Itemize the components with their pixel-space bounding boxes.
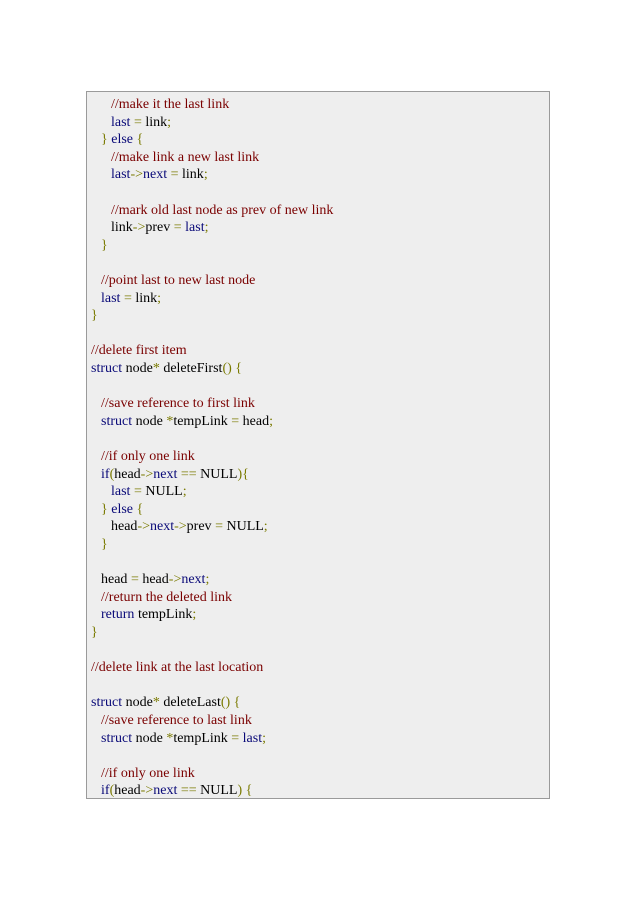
code-line: [101, 466, 249, 484]
code-token-field: last: [185, 220, 205, 236]
code-token-punct: *: [152, 361, 160, 376]
code-token-field: next: [150, 519, 175, 535]
code-token-plain: prev: [145, 220, 171, 236]
code-token-punct: ;: [205, 572, 210, 588]
code-token-keyword: if: [101, 466, 110, 482]
code-token-punct: =: [170, 220, 186, 236]
code-token-punct: {: [133, 501, 144, 517]
code-token-punct: ==: [177, 466, 201, 482]
code-token-keyword: if: [101, 783, 110, 799]
code-token-field: last: [111, 167, 131, 183]
code-token-punct: }: [101, 237, 108, 253]
code-token-plain: head: [114, 466, 141, 482]
code-token-comment: //make link a new last link: [111, 149, 260, 165]
code-token-plain: NULL: [200, 783, 238, 799]
code-line: [101, 606, 196, 624]
code-line: [101, 782, 252, 799]
code-token-comment: //save reference to first link: [101, 396, 255, 412]
code-token-keyword: struct: [101, 413, 133, 429]
code-line: [101, 730, 266, 748]
code-line: [101, 131, 143, 149]
code-token-punct: =: [227, 730, 243, 746]
code-line: [91, 360, 242, 378]
code-token-punct: ;: [269, 413, 273, 429]
code-token-plain: node: [132, 730, 167, 746]
code-line: [111, 96, 229, 114]
code-line: [101, 272, 255, 290]
code-line: [91, 342, 187, 360]
code-token-comment: //if only one link: [101, 765, 195, 781]
code-token-punct: ;: [157, 290, 162, 306]
code-line: [101, 237, 108, 255]
code-token-plain: node: [122, 695, 153, 711]
code-token-punct: *: [166, 730, 174, 746]
code-line: [91, 624, 98, 642]
code-token-punct: ) {: [237, 783, 253, 799]
code-token-punct: ->: [130, 167, 144, 183]
code-token-plain: link: [135, 290, 158, 306]
code-token-comment: //if only one link: [101, 449, 195, 464]
code-token-punct: ->: [137, 519, 150, 535]
code-line: [101, 290, 161, 308]
code-line: [111, 483, 187, 501]
code-token-comment: //make it the last link: [111, 97, 230, 112]
code-token-punct: () {: [222, 361, 242, 376]
code-token-punct: =: [130, 114, 146, 130]
code-token-plain: link: [182, 167, 204, 183]
code-token-plain: NULL: [226, 519, 264, 535]
code-line: [111, 518, 268, 536]
code-token-punct: =: [227, 413, 243, 429]
code-token-punct: }: [101, 537, 108, 552]
code-token-field: last: [101, 290, 121, 306]
code-token-punct: =: [211, 519, 227, 535]
code-token-punct: ==: [177, 783, 201, 799]
code-token-keyword: struct: [91, 361, 123, 376]
code-line: [91, 694, 240, 712]
code-token-field: next: [143, 167, 168, 183]
code-token-comment: //mark old last node as prev of new link: [111, 202, 334, 218]
code-token-punct: ;: [203, 167, 208, 183]
code-token-punct: }: [91, 308, 98, 324]
code-token-keyword: else: [111, 501, 133, 517]
code-line: [111, 202, 333, 220]
code-line: [101, 395, 255, 413]
code-token-plain: head: [101, 572, 128, 588]
code-token-keyword: else: [111, 132, 133, 148]
code-line: [101, 571, 209, 589]
code-token-punct: ->: [132, 220, 146, 236]
code-token-comment: //return the deleted link: [101, 589, 233, 605]
code-line: [111, 166, 208, 184]
code-token-plain: head: [242, 413, 270, 429]
code-token-keyword: struct: [91, 695, 123, 711]
code-token-field: next: [181, 572, 206, 588]
code-token-plain: node: [122, 361, 153, 376]
code-token-plain: head: [114, 783, 141, 799]
code-token-plain: link: [111, 220, 133, 236]
code-token-punct: =: [120, 290, 136, 306]
code-token-plain: head: [111, 519, 138, 535]
code-line: [91, 659, 263, 677]
code-token-plain: deleteFirst: [159, 361, 223, 376]
code-token-plain: tempLink: [134, 607, 193, 623]
code-token-punct: ->: [140, 783, 154, 799]
code-line: [111, 149, 259, 167]
code-token-punct: ;: [262, 730, 267, 746]
code-token-punct: =: [130, 484, 146, 500]
code-token-comment: //delete link at the last location: [91, 660, 264, 676]
code-token-punct: ;: [204, 220, 209, 236]
code-token-punct: () {: [220, 695, 241, 711]
code-token-punct: ;: [182, 484, 187, 500]
code-token-keyword: struct: [101, 730, 133, 746]
code-line: [101, 589, 232, 607]
code-token-punct: ;: [192, 607, 197, 623]
code-token-comment: //point last to new last node: [101, 273, 256, 288]
code-token-punct: =: [167, 167, 183, 183]
code-line: [101, 765, 195, 783]
code-token-punct: (: [109, 466, 115, 482]
code-token-punct: ->: [174, 519, 187, 535]
code-token-punct: *: [152, 695, 160, 711]
code-line: [101, 413, 273, 431]
code-token-comment: //save reference to last link: [101, 713, 252, 728]
code-token-punct: ->: [140, 466, 154, 482]
code-token-plain: head: [142, 572, 169, 588]
code-token-punct: }: [101, 501, 112, 517]
code-token-field: last: [111, 114, 131, 130]
code-token-punct: }: [91, 625, 98, 640]
code-token-plain: tempLink: [173, 413, 228, 429]
code-token-plain: NULL: [145, 484, 183, 500]
code-line: [101, 712, 252, 730]
code-token-punct: ;: [167, 114, 172, 130]
code-token-punct: (: [109, 783, 115, 799]
code-token-field: last: [111, 484, 131, 500]
code-token-punct: *: [166, 413, 174, 429]
code-line: [101, 536, 108, 554]
code-token-field: last: [242, 730, 263, 746]
code-line: [101, 448, 195, 466]
code-token-plain: node: [132, 413, 167, 429]
code-token-plain: tempLink: [173, 730, 228, 746]
code-block: [86, 91, 550, 799]
code-line: [111, 219, 208, 237]
code-token-punct: ->: [168, 572, 182, 588]
code-token-field: next: [153, 466, 178, 482]
code-token-comment: //delete first item: [91, 343, 187, 359]
code-token-punct: =: [127, 572, 143, 588]
code-token-plain: NULL: [200, 466, 238, 482]
code-token-plain: link: [145, 114, 168, 130]
code-token-punct: ){: [237, 466, 249, 482]
code-line: [111, 114, 171, 132]
code-token-plain: deleteLast: [159, 695, 221, 711]
code-line: [101, 501, 143, 519]
code-token-punct: {: [133, 132, 144, 148]
code-token-punct: ;: [263, 519, 268, 535]
code-line: [91, 307, 98, 325]
code-token-field: next: [153, 783, 178, 799]
code-token-plain: prev: [186, 519, 212, 535]
code-token-keyword: return: [101, 607, 135, 623]
code-token-punct: }: [101, 132, 112, 148]
